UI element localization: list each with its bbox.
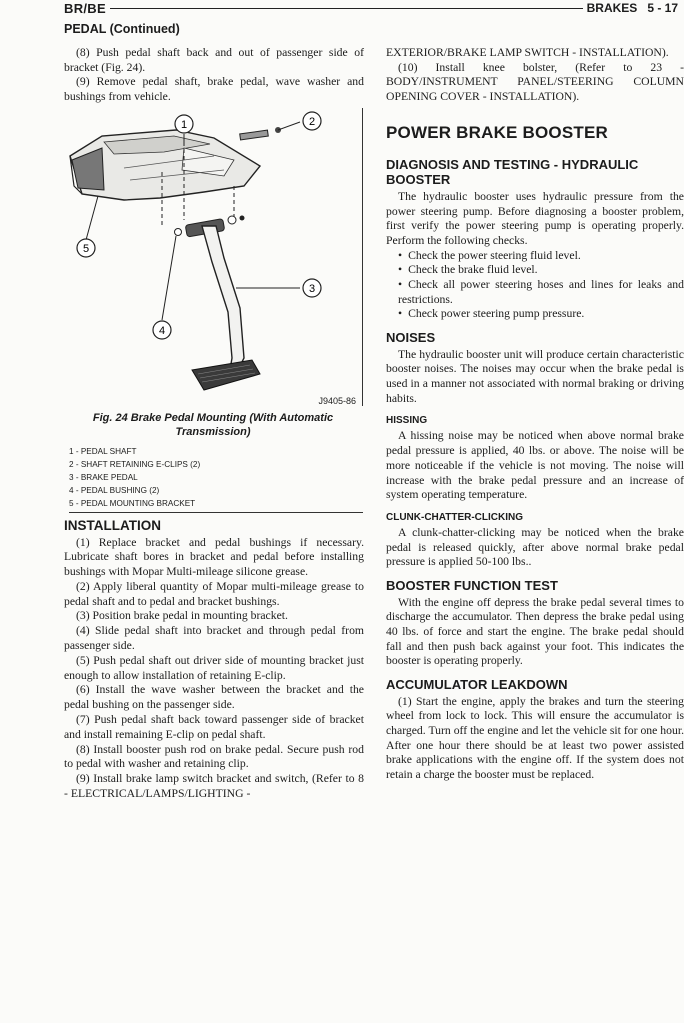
callout-5 [77,239,95,257]
list-item: • Check all power steering hoses and lines for leaks and restrictions. [386,278,684,307]
installation-heading: INSTALLATION [64,518,161,533]
paragraph: The hydraulic booster unit will produce certain characteristic booster noises. The noises may occur when the brake pedal is used in a manner not associated with normal braking or driving habits. [386,347,684,405]
paragraph: (9) Remove pedal shaft, brake pedal, wave washer and bushings from vehicle. [64,75,364,104]
continued-title: PEDAL (Continued) [64,22,180,36]
figure-brake-pedal-mounting [64,108,363,406]
checks-list [386,249,684,323]
hissing-heading: HISSING [386,415,428,427]
figure-code: J9405-86 [318,396,356,406]
callout-1 [175,115,193,133]
list-item: • Check the power steering fluid level. [386,249,684,264]
step: (2) Apply liberal quantity of Mopar multi-mileage grease to pedal shaft and to pedal and bracket bushings. [64,579,364,608]
paragraph: (8) Push pedal shaft back and out of passenger side of bracket (Fig. 24). [64,46,364,74]
svg-text:2: 2 [308,116,316,128]
svg-text:4: 4 [158,325,166,337]
svg-text:1: 1 [180,119,188,131]
paragraph: (10) Install knee bolster, (Refer to 23 - BODY/INSTRUMENT PANEL/STEERING COLUMN OPENING COVER - INSTALLATION). [386,60,684,104]
paragraph: The hydraulic booster uses hydraulic pressure from the power steering pump. Before diagnosing a booster problem, first verify the power steering pump is operating properly. Perform the following checks. [386,189,684,247]
header-rule [110,8,583,9]
paragraph: A hissing noise may be noticed when above normal brake pedal pressure is applied, 40 lbs. or above. The noise will be more noticeable if the vehicle is not moving. The noise will increase with the brake pedal pressure and an increase of system operating temperature. [386,429,684,502]
noises-heading: NOISES [386,330,436,346]
callout-2 [303,112,321,130]
brake-pedal-pad [192,360,260,390]
clunk-heading: CLUNK-CHATTER-CLICKING [386,511,524,523]
diagnosis-heading: DIAGNOSIS AND TESTING - HYDRAULIC BOOSTER [386,156,639,188]
step: (7) Push pedal shaft back toward passenger side of bracket and install remaining E-clip on pedal shaft. [64,713,364,741]
step: (5) Push pedal shaft out driver side of mounting bracket just enough to allow installation of retaining E-clip. [64,653,364,682]
figure-legend [69,445,363,513]
step: (9) Install brake lamp switch bracket and switch, (Refer to 8 - ELECTRICAL/LAMPS/LIGHTING - [64,772,364,801]
legend-item: 4 - PEDAL BUSHING (2) [69,486,160,495]
pedal-shaft [240,130,269,140]
pedal-illustration [64,108,362,406]
svg-text:5: 5 [82,243,90,255]
step: (6) Install the wave washer between the bracket and the pedal bushing on the passenger side. [64,683,364,712]
booster-title: POWER BRAKE BOOSTER [386,122,608,142]
step: (1) Replace bracket and pedal bushings if necessary. Lubricate shaft bores in bracket and pedal before installing bushings with Mopar Multi-mileage silicone grease. [64,535,364,579]
legend-item: 2 - SHAFT RETAINING E-CLIPS (2) [69,460,201,469]
function-test-heading: BOOSTER FUNCTION TEST [386,578,558,594]
step: (4) Slide pedal shaft into bracket and through pedal from passenger side. [64,624,364,653]
step: (3) Position brake pedal in mounting bracket. [76,609,288,623]
paragraph: (1) Start the engine, apply the brakes and turn the steering wheel from lock to lock. This will ensure the accumulator is charged. Turn off the engine and let the vehicle sit for one hour. After one hour there should be at least two power assisted brake applications with the engine off. If the system does not retain a charge the booster must be replaced. [386,694,684,782]
figure-caption: Fig. 24 Brake Pedal Mounting (With Automatic Transmission) [92,412,334,438]
chapter-name: BRAKES [586,1,638,15]
left-top-text [64,46,364,105]
list-item: • Check the brake fluid level. [386,263,684,278]
page-header [64,0,678,16]
list-item: • Check power steering pump pressure. [386,307,684,322]
paragraph: With the engine off depress the brake pedal several times to discharge the accumulator. Then depress the brake pedal using 40 lbs. of force and start the engine. The brake pedal should fall and then push back against your foot. This indicates the booster is operating properly. [386,595,684,668]
svg-text:3: 3 [308,283,316,295]
brake-pedal-arm [202,226,244,370]
legend-item: 3 - BRAKE PEDAL [69,473,138,482]
installation-section [64,518,364,802]
section-code: BR/BE [64,0,106,16]
right-column [386,46,684,783]
leakdown-heading: ACCUMULATOR LEAKDOWN [386,677,568,693]
paragraph: EXTERIOR/BRAKE LAMP SWITCH - INSTALLATION). [386,46,669,59]
callout-3 [303,279,321,297]
chapter-label [583,1,678,15]
page-number: 5 - 17 [647,1,678,15]
step: (8) Install booster push rod on brake pedal. Secure push rod to pedal with washer and retaining clip. [64,742,364,771]
legend-item: 1 - PEDAL SHAFT [69,447,137,456]
paragraph: A clunk-chatter-clicking may be noticed when the brake pedal is released quickly, after above normal brake pedal pressure is applied 50-100 lbs.. [386,525,684,569]
callout-4 [153,321,171,339]
legend-item: 5 - PEDAL MOUNTING BRACKET [69,499,196,508]
